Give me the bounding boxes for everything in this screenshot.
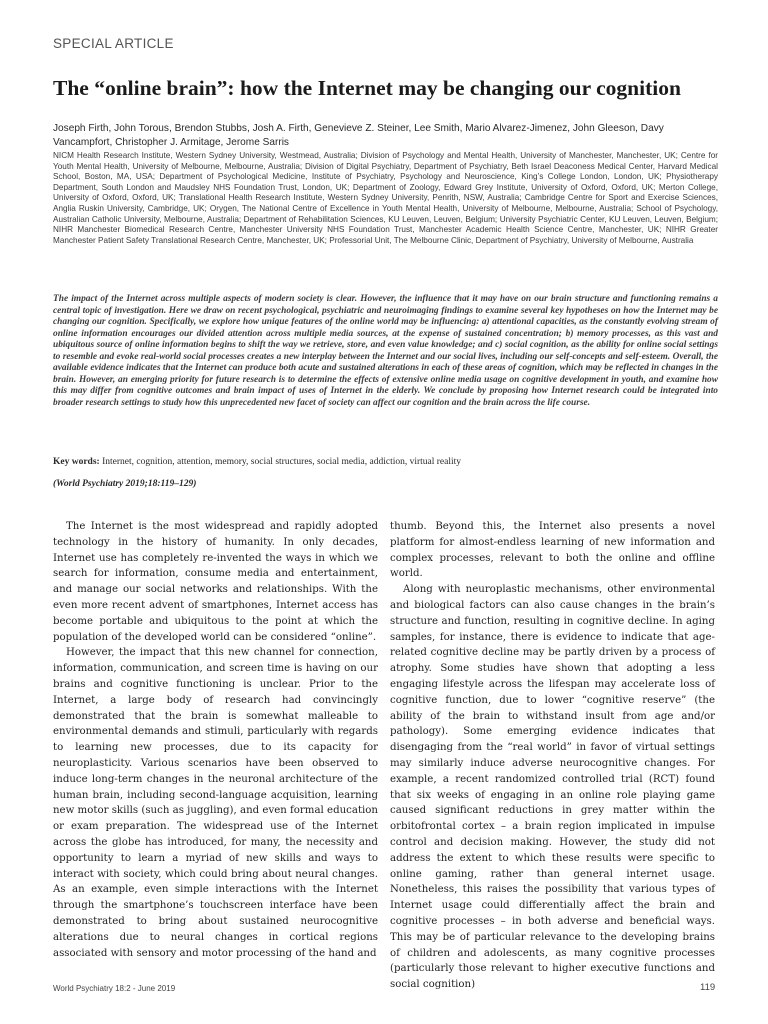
keywords-text: Internet, cognition, attention, memory, social structures, social media, addiction, virtual reality — [102, 457, 462, 467]
body-paragraph: Along with neuroplastic mechanisms, other environmental and biological factors can also cause changes in the brain’s structure and function, resulting in cognitive decline. In aging samples, for instance, there is evidence to indicate that age-related cognitive decline may be partly driven by a process of atrophy. Some studies have shown that adopting a less engaging lifestyle across the lifespan may accelerate loss of cognitive function, due to lower “cognitive reserve” (the ability of the brain to withstand insult from age and/or pathology). Some emerging evidence indicates that disengaging from the “real world” in favor of virtual settings may similarly induce adverse neurocognitive changes. For example, a recent randomized controlled trial (RCT) found that six weeks of engaging in an online role playing game caused significant reductions in grey matter within the orbitofrontal cortex – a brain region implicated in impulse control and decision making. However, the study did not address the extent to which these results were specific to online gaming, rather than general internet usage. Nonetheless, this raises the possibility that various types of Internet usage could differentially affect the brain and cognitive processes – in both adverse and beneficial ways. This may be of particular relevance to the developing brains of children and adolescents, as many cognitive processes (particularly those relevant to higher executive functions and social cognition) — [390, 584, 715, 991]
body-paragraph-continued: thumb. Beyond this, the Internet also presents a novel platform for almost-endless learning of new information and complex processes, relevant to both the online and offline world. — [390, 521, 715, 580]
affiliations: NICM Health Research Institute, Western Sydney University, Westmead, Australia; Division of Psychology and Mental Health, University of Manchester, Manchester, UK; Centre for Youth Mental Health, University of Melbourne, Melbourne, Australia; Division of Digital Psychiatry, Department of Psychiatry, Beth Israel Deaconess Medical Center, Harvard Medical School, Boston, MA, USA; Department of Psychological Medicine, Institute of Psychiatry, Psychology and Neuroscience, King’s College London, London, UK; Physiotherapy Department, South London and Maudsley NHS Foundation Trust, London, UK; Department of Zoology, Edward Grey Institute, University of Oxford, Oxford, UK; Merton College, University of Oxford, Oxford, UK; Translational Health Research Institute, Western Sydney University, Penrith, NSW, Australia; Cambridge Centre for Sport and Exercise Sciences, Anglia Ruskin University, Cambridge, UK; Orygen, The National Centre of Excellence in Youth Mental Health, University of Melbourne, Melbourne, Australia; School of Psychology, Australian Catholic University, Melbourne, Australia; Department of Rehabilitation Sciences, KU Leuven, Leuven, Belgium; University Psychiatric Center, KU Leuven, Leuven, Belgium; NIHR Manchester Biomedical Research Centre, Manchester University NHS Foundation Trust, Manchester Academic Health Science Centre, Manchester, UK; NIHR Greater Manchester Patient Safety Translational Research Centre, Manchester, UK; Professorial Unit, The Melbourne Clinic, Department of Psychiatry, University of Melbourne, Australia — [53, 151, 718, 245]
journal-citation: (World Psychiatry 2019;18:119–129) — [53, 479, 197, 489]
keywords-label: Key words: — [53, 457, 100, 467]
section-label: SPECIAL ARTICLE — [53, 36, 174, 51]
author-list: Joseph Firth, John Torous, Brendon Stubbs, Josh A. Firth, Genevieve Z. Steiner, Lee Smith, Mario Alvarez-Jimenez, John Gleeson, Davy Vancampfort, Christopher J. Armitage, Jerome Sarris — [53, 123, 664, 148]
page-number: 119 — [700, 982, 716, 993]
footer-journal: World Psychiatry 18:2 - June 2019 — [53, 984, 176, 993]
article-title: The “online brain”: how the Internet may be changing our cognition — [53, 76, 681, 100]
body-paragraph: However, the impact that this new channel for connection, information, communication, and screen time is having on our brains and cognitive functioning is unclear. Prior to the Internet, a large body of research had convincingly demonstrated that the brain is somewhat malleable to environmental demands and stimuli, particularly with regards to learning new processes, due to its capacity for neuroplasticity. Various scenarios have been observed to induce long-term changes in the neuronal architecture of the human brain, including second-language acquisition, learning new motor skills (such as juggling), and even formal education or exam preparation. The widespread use of the Internet across the globe has introduced, for many, the necessity and opportunity to learn a myriad of new skills and ways to interact with society, which could bring about neural changes. As an example, even simple interactions with the Internet through the smartphone’s touchscreen interface have been demonstrated to bring about sustained neurocognitive alterations due to neural changes in cortical regions associated with sensory and motor processing of the hand and — [53, 647, 378, 959]
body-paragraph: The Internet is the most widespread and rapidly adopted technology in the history of humanity. In only decades, Internet use has completely re-invented the ways in which we search for information, consume media and entertainment, and manage our social networks and relationships. With the even more recent advent of smartphones, Internet access has become portable and ubiquitous to the point at which the population of the developed world can be considered “online”. — [53, 521, 378, 643]
abstract: The impact of the Internet across multiple aspects of modern society is clear. However, the influence that it may have on our brain structure and functioning remains a central topic of investigation. Here we draw on recent psychological, psychiatric and neuroimaging findings to examine several key hypotheses on how the Internet may be changing our cognition. Specifically, we explore how unique features of the online world may be influencing: a) attentional capacities, as the constantly evolving stream of online information encourages our divided attention across multiple media sources, at the expense of sustained concentration; b) memory processes, as this vast and ubiquitous source of online information begins to shift the way we retrieve, store, and even value knowledge; and c) social cognition, as the ability for online social settings to resemble and evoke real-world social processes creates a new interplay between the Internet and our social lives, including our self-concepts and self-esteem. Overall, the available evidence indicates that the Internet can produce both acute and sustained alterations in each of these areas of cognition, which may be reflected in changes in the brain. However, an emerging priority for future research is to determine the effects of extensive online media usage on cognitive development in youth, and examine how this may differ from cognitive outcomes and brain impact of uses of Internet in the elderly. We conclude by proposing how Internet research could be integrated into broader research settings to study how this unprecedented new facet of society can affect our cognition and the brain across the life course. — [53, 294, 718, 408]
body-column-right — [390, 519, 715, 993]
body-column-left — [53, 519, 378, 961]
keywords — [53, 456, 718, 468]
